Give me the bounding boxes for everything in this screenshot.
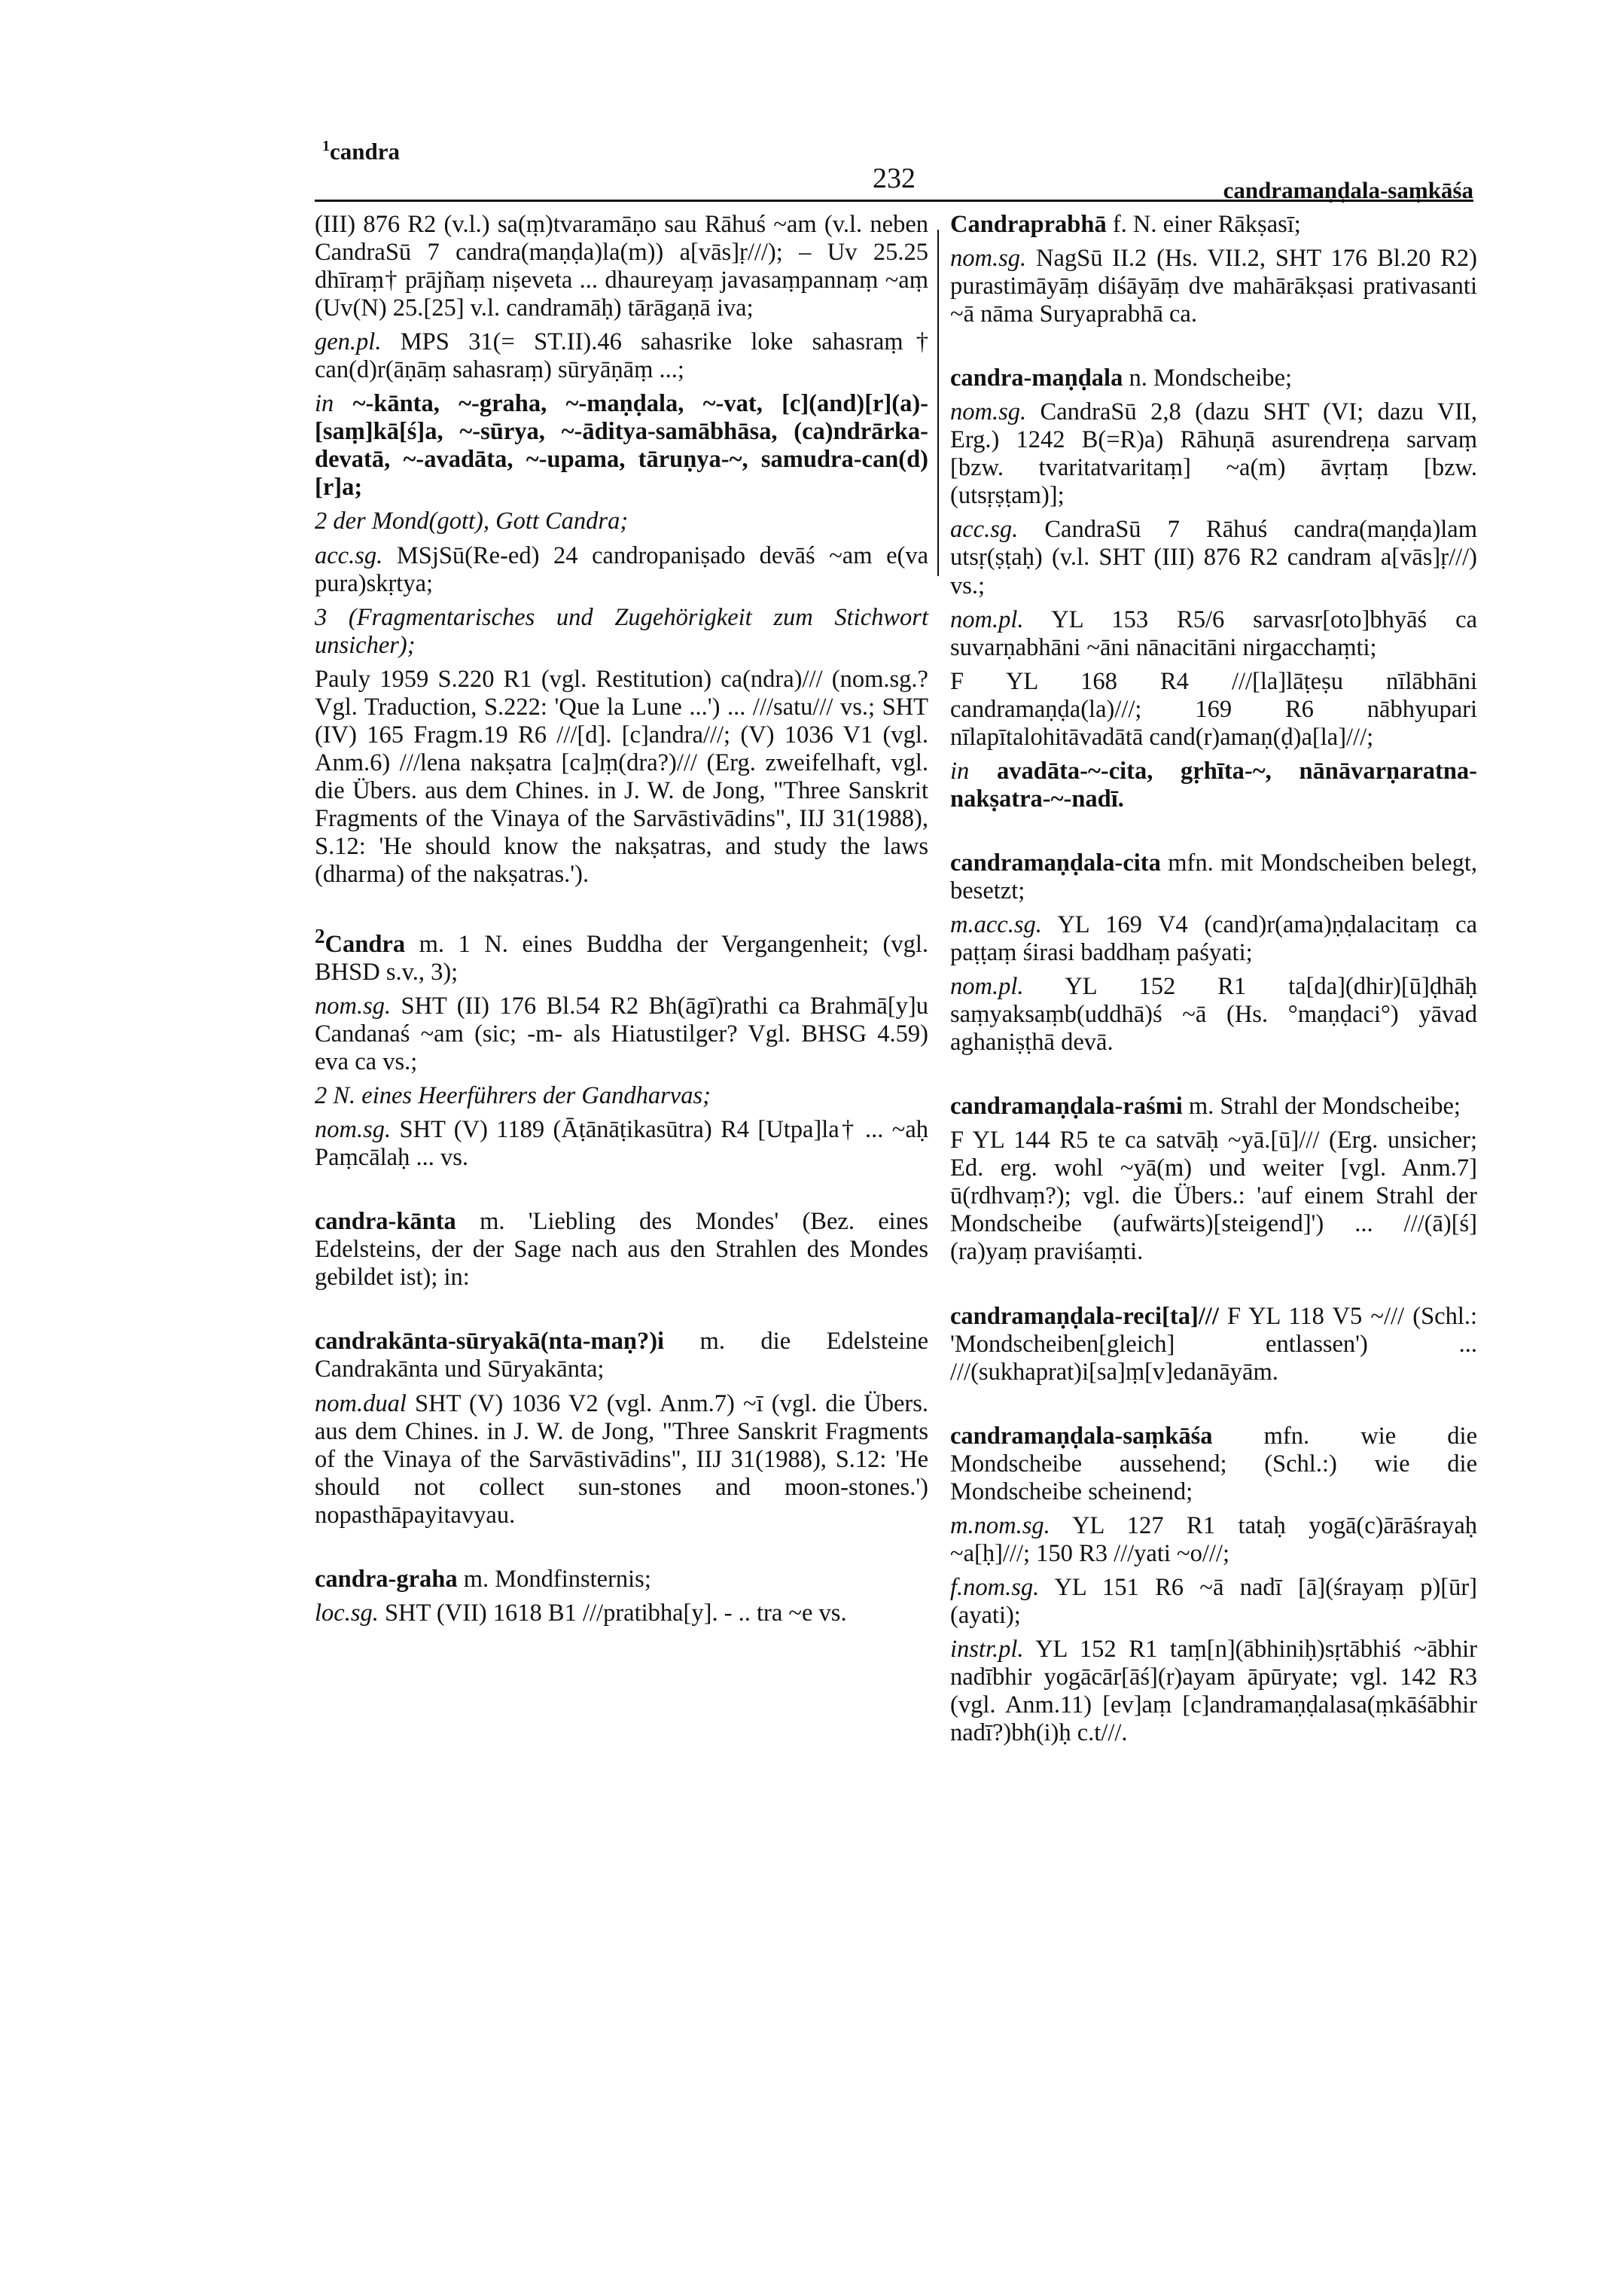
entry-text: Pauly 1959 S.220 R1 (vgl. Restitution) ca(ndra)/// (nom.sg.? Vgl. Traduction, S.222: 'Que la Lune ...') ... ///satu/// vs.; SHT (IV) 165 Fragm.19 R6 ///[d]. [c]andra///; (V) 1036 V1 (vgl. Anm.6) ///lena nakṣatra [ca]ṃ(dra?)/// (Erg. zweifelhaft, vgl. die Übers. aus dem Chines. in J. W. de Jong, "Three Sanskrit Fragments of the Vinaya of the Sarvāstivādins", IIJ 31(1988), S.12: 'He should know the nakṣatras, and study the laws (dharma) of the nakṣatras.'). [315, 665, 928, 889]
entry-paragraph [950, 1512, 1477, 1568]
entry [950, 1303, 1477, 1386]
headword: Candraprabhā [950, 211, 1107, 238]
page-number: 232 [873, 163, 916, 194]
entry-paragraph [950, 245, 1477, 328]
entry-text: YL 169 V4 (cand)r(ama)ṇḍalacitaṃ ca paṭṭaṃ śirasi baddhaṃ paśyati; [950, 910, 1477, 967]
entry-text: 2 der Mond(gott), Gott Candra; [315, 508, 629, 535]
entry-paragraph [950, 516, 1477, 599]
entry [315, 1566, 928, 1593]
entry-text: YL 152 R1 ta[da](dhir)[ū]ḍhāḥ saṃyaksaṃb(uddhā)ś ~ā (Hs. °maṇḍaci°) yāvad aghaniṣṭhā devā. [950, 973, 1477, 1057]
grammar-label: in [950, 757, 970, 785]
grammar-label: acc.sg. [315, 541, 383, 569]
entry-paragraph [315, 666, 928, 889]
grammar-label: instr.pl. [950, 1635, 1024, 1663]
grammar-label: f.nom.sg. [950, 1573, 1040, 1601]
entry-paragraph [950, 758, 1477, 813]
grammar-label: nom.pl. [950, 973, 1024, 1001]
running-head-left: $^1$candra [322, 138, 400, 165]
entry [950, 1093, 1477, 1121]
entry-paragraph [315, 604, 928, 660]
entry-paragraph [950, 606, 1477, 662]
entry-paragraph [315, 328, 928, 384]
entry-text: F YL 168 R4 ///[la]lāṭeṣu nīlābhāni candramaṇḍa(la)///; 169 R6 nābhyupari nīlapītalohitāvadātā cand(r)amaṇ(ḍ)a[la]///; [950, 667, 1477, 751]
grammar-label: acc.sg. [950, 516, 1019, 544]
running-head-right: candramaṇḍala-saṃkāśa [1223, 177, 1473, 203]
entry-text: f. N. einer Rākṣasī; [1112, 211, 1301, 238]
grammar-label: nom.dual [315, 1389, 407, 1417]
entry-paragraph [315, 508, 928, 535]
left-column [315, 211, 928, 1633]
entry-paragraph [315, 1600, 928, 1627]
entry-text: mfn. wie die Mondscheibe aussehend; (Schl.:) wie die Mondscheibe scheinend; [950, 1422, 1478, 1505]
right-column [950, 211, 1477, 1753]
entry-paragraph [950, 398, 1477, 510]
headword: Candra [324, 930, 406, 958]
grammar-label: nom.sg. [315, 993, 392, 1020]
entry-text: ~-kānta, ~-graha, ~-maṇḍala, ~-vat, [c](and)[r](a)-[saṃ]kā[ś]a, ~-sūrya, ~-āditya-samābhāsa, (ca)ndrārka-devatā, ~-avadāta, ~-upama, tāruṇya-~, samudra-can(d)[r]a; [315, 390, 928, 502]
entry-text: YL 127 R1 tataḥ yogā(c)ārāśrayaḥ ~a[ḥ]///; 150 R3 ///yati ~o///; [950, 1511, 1477, 1567]
entry-paragraph [950, 1574, 1477, 1630]
entry-text: SHT (V) 1189 (Āṭānāṭikasūtra) R4 [Utpa]la† ... ~aḥ Paṃcālaḥ ... vs. [315, 1116, 928, 1172]
headword: candramaṇḍala-saṃkāśa [950, 1422, 1213, 1450]
headword: candra-maṇḍala [950, 364, 1123, 392]
grammar-label: loc.sg. [315, 1599, 379, 1627]
entry [950, 1423, 1477, 1506]
entry [315, 1208, 928, 1292]
entry-text: NagSū II.2 (Hs. VII.2, SHT 176 Bl.20 R2) purastimāyāṃ diśāyāṃ dve mahārākṣasi prativasanti ~ā nāma Suryaprabhā ca. [950, 245, 1478, 328]
entry-paragraph [950, 973, 1477, 1057]
entry-text: SHT (V) 1036 V2 (vgl. Anm.7) ~ī (vgl. die Übers. aus dem Chines. in J. W. de Jong, "Three Sanskrit Fragments of the Vinaya of the Sarvāstivādins", IIJ 31(1988), S.12: 'He should not collect sun-stones and moon-stones.') nopasthāpayitavyau. [315, 1389, 929, 1529]
entry-text: m. Mondfinsternis; [463, 1565, 651, 1593]
entry-paragraph [315, 1390, 928, 1529]
entry-text: F YL 144 R5 te ca satvāḥ ~yā.[ū]/// (Erg. unsicher; Ed. erg. wohl ~yā(m) und weiter [vgl. Anm.7] ū(rdhvaṃ?); vgl. die Übers.: 'auf einem Strahl der Mondscheibe (aufwärts)[steigend]') ... ///(ā)[ś](ra)yaṃ praviśaṃti. [950, 1127, 1477, 1266]
entry-text: n. Mondscheibe; [1129, 364, 1293, 392]
column-divider [937, 230, 939, 576]
headword: candramaṇḍala-cita [950, 849, 1161, 877]
entry-text: YL 152 R1 taṃ[n](ābhiniḥ)sṛtābhiś ~ābhir nadībhir yogācār[āś](r)ayam āpūryate; vgl. 142 R3 (vgl. Anm.11) [ev]aṃ [c]andramaṇḍalasa(ṃkāśābhir nadī?)bh(i)ḥ c.t///. [950, 1635, 1477, 1747]
entry-text: MSjSū(Re-ed) 24 candropaniṣado devāś ~am e(va pura)skṛtya; [315, 541, 929, 597]
entry [315, 925, 928, 987]
entry-paragraph [315, 390, 928, 502]
headword: candrakānta-sūryakā(nta-maṇ?)i [315, 1328, 665, 1356]
entry-text: 3 (Fragmentarisches und Zugehörigkeit zum Stichwort unsicher); [315, 603, 928, 659]
entry-text: CandraSū 2,8 (dazu SHT (VI; dazu VII, Erg.) 1242 B(=R)a) Rāhuṇā asurendreṇa sarvaṃ [bzw. tvaritatvaritaṃ] ~a(m) āvṛtaṃ [bzw. (utsṛṣṭam)]; [950, 398, 1477, 510]
page-header [315, 132, 1473, 202]
grammar-label: m.nom.sg. [950, 1511, 1050, 1539]
entry-paragraph [315, 211, 928, 322]
headword: candra-kānta [315, 1208, 456, 1236]
entry-paragraph [315, 1116, 928, 1172]
entry-paragraph [315, 1082, 928, 1110]
entry [950, 849, 1477, 905]
grammar-label: m.acc.sg. [950, 910, 1042, 938]
entry-text: SHT (II) 176 Bl.54 R2 Bh(āgī)rathi ca Brahmā[y]u Candanaś ~am (sic; -m- als Hiatustilger? Vgl. BHSG 4.59) eva ca vs.; [315, 993, 929, 1076]
entry-text: m. Strahl der Mondscheibe; [1188, 1093, 1461, 1121]
entry-text: avadāta-~-cita, gṛhīta-~, nānāvarṇaratna-nakṣatra-~-nadī. [950, 757, 1478, 813]
homonym-number: 2 [315, 925, 325, 948]
entry-text: YL 151 R6 ~ā nadī [ā](śrayaṃ p)[ūr](ayati); [950, 1573, 1477, 1629]
headword: candramaṇḍala-reci[ta]/// [950, 1302, 1219, 1330]
grammar-label: nom.sg. [950, 398, 1027, 426]
entry [950, 211, 1477, 239]
grammar-label: nom.sg. [315, 1116, 392, 1144]
grammar-label: in [315, 390, 334, 418]
entry-text: SHT (VII) 1618 B1 ///pratibha[y]. - .. tra ~e vs. [384, 1599, 847, 1627]
entry-text: F YL 118 V5 ~/// (Schl.: 'Mondscheiben[gleich] entlassen') ... ///(sukhaprat)i[sa]ṃ[v]edanāyām. [950, 1302, 1478, 1386]
entry [315, 1328, 928, 1383]
entry-paragraph [950, 911, 1477, 967]
entry-text: mfn. mit Mondscheiben belegt, besetzt; [950, 849, 1477, 904]
entry-paragraph [950, 668, 1477, 752]
grammar-label: gen.pl. [315, 328, 382, 356]
entry-text: 2 N. eines Heerführers der Gandharvas; [315, 1082, 711, 1110]
headword: candra-graha [315, 1565, 458, 1593]
entry [950, 364, 1477, 392]
entry-paragraph [315, 542, 928, 598]
entry-text: m. die Edelsteine Candrakānta und Sūryakānta; [315, 1328, 928, 1383]
entry-text: MPS 31(= ST.II).46 sahasrike loke sahasraṃ† can(d)r(āṇāṃ sahasraṃ) sūryāṇāṃ ...; [315, 328, 929, 384]
headword: candramaṇḍala-raśmi [950, 1093, 1183, 1121]
entry-text: YL 153 R5/6 sarvasr[oto]bhyāś ca suvarṇabhāni ~āni nānacitāni nirgacchaṃti; [950, 605, 1477, 661]
entry-paragraph [315, 993, 928, 1076]
entry-paragraph [950, 1636, 1477, 1747]
grammar-label: nom.pl. [950, 605, 1024, 633]
grammar-label: nom.sg. [950, 245, 1027, 273]
entry-text: (III) 876 R2 (v.l.) sa(ṃ)tvaramāṇo sau Rāhuś ~am (v.l. neben CandraSū 7 candra(maṇḍa)la(m)) a[vās]ṛ///); – Uv 25.25 dhīraṃ† prājñaṃ niṣeveta ... dhaureyaṃ javasaṃpannaṃ ~aṃ (Uv(N) 25.[25] v.l. candramāḥ) tārāgaṇā iva; [315, 211, 928, 322]
entry-text: m. 'Liebling des Mondes' (Bez. eines Edelsteins, der der Sage nach aus den Strahlen des Mondes gebildet ist); in: [315, 1208, 928, 1292]
entry-text: CandraSū 7 Rāhuś candra(maṇḍa)lam utsṛ(ṣṭaḥ) (v.l. SHT (III) 876 R2 candram a[vās]ṛ///) vs.; [950, 516, 1477, 599]
entry-text: m. 1 N. eines Buddha der Vergangenheit; (vgl. BHSD s.v., 3); [315, 930, 928, 986]
entry-paragraph [950, 1127, 1477, 1266]
